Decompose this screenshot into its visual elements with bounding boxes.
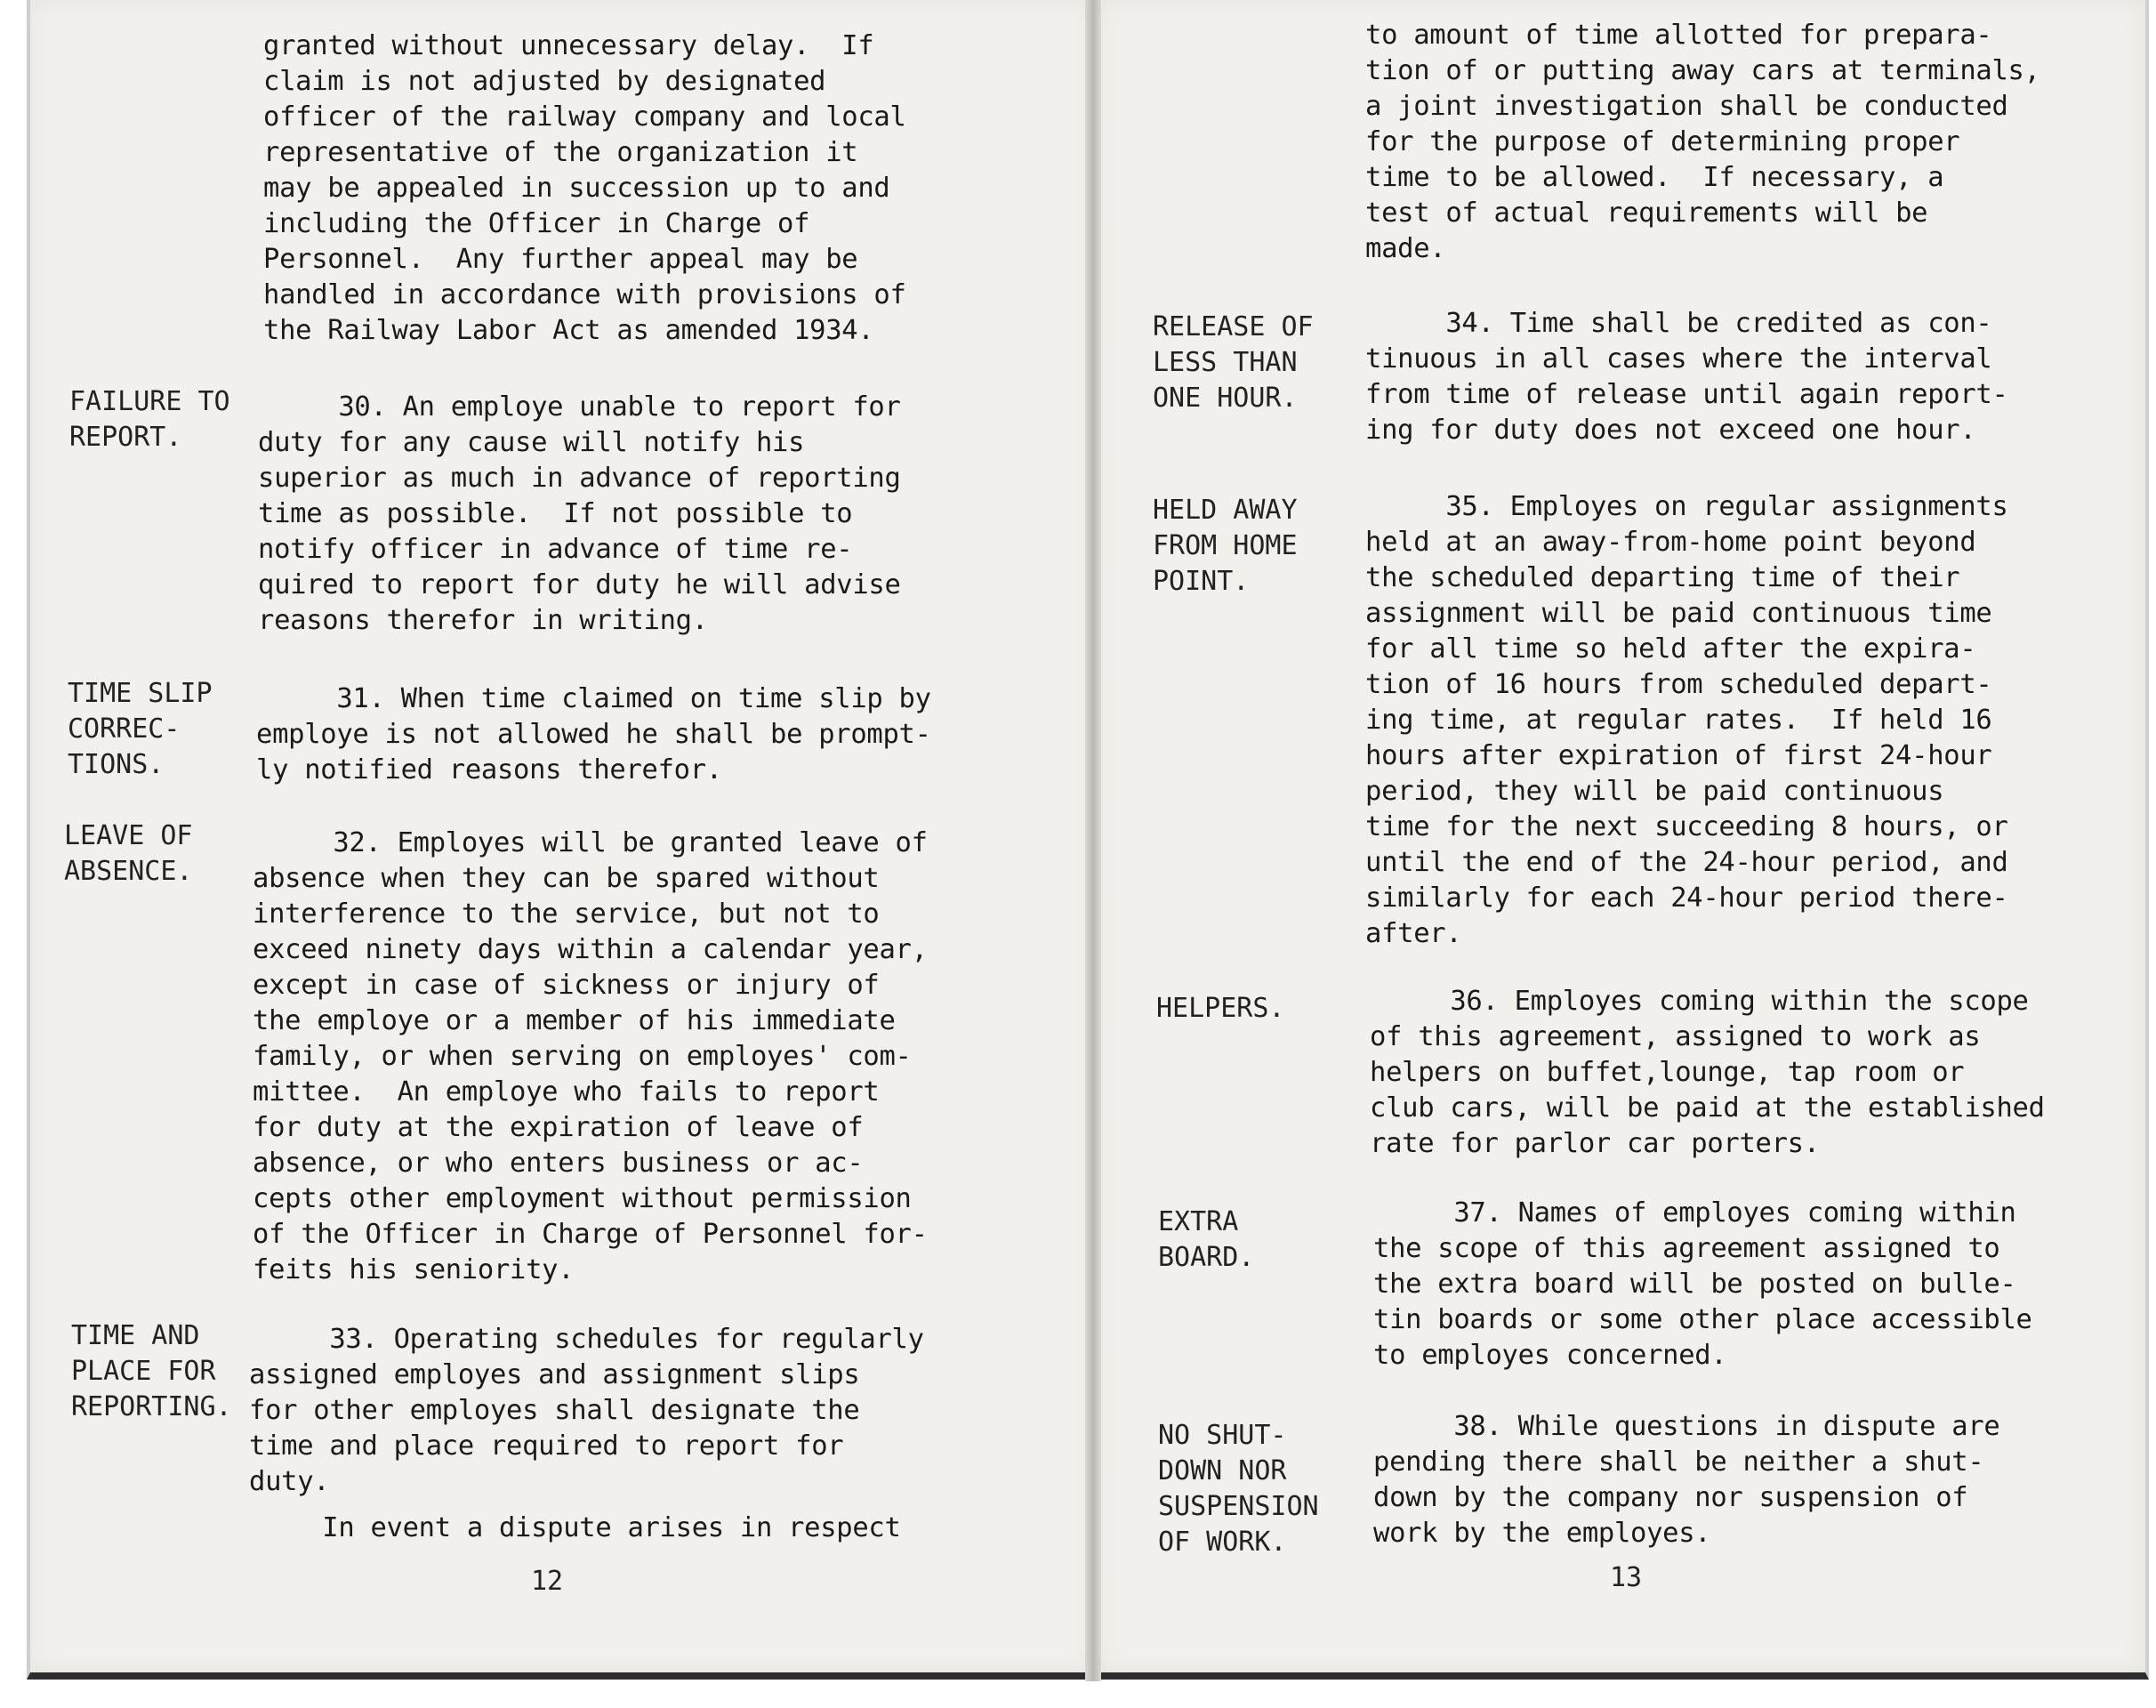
section-31-label: TIME SLIP CORREC- TIONS. (68, 678, 213, 780)
section-34-text: 34. Time shall be credited as con- tinuous in all cases where the interval from time of release until again report- ing for duty does not exceed one hour. (1365, 308, 2008, 446)
section-35-label: HELD AWAY FROM HOME POINT. (1153, 495, 1298, 597)
section-30-text: 30. An employe unable to report for duty for any cause will notify his superior as much in advance of reporting time as possible. If not possible to notify officer in advance of time re- quired to report for duty he will advise reasons therefor in writing. (258, 391, 901, 636)
section-36-text: 36. Employes coming within the scope of this agreement, assigned to work as helpers on buffet,lounge, tap room or club cars, will be paid at the established rate for parlor car porters. (1370, 986, 2045, 1159)
booklet-spine (1085, 0, 1101, 1681)
left-page-number: 12 (531, 1566, 564, 1597)
section-34-label: RELEASE OF LESS THAN ONE HOUR. (1153, 311, 1314, 414)
left-trailing-text: In event a dispute arises in respect (258, 1512, 901, 1543)
right-continuation-text: to amount of time allotted for prepara- tion of or putting away cars at terminals, a joint investigation shall be conducted for the purpose of determining proper time to be allowed. If necessary, a test of actual requirements will be made. (1365, 20, 2040, 264)
section-37-text: 37. Names of employes coming within the scope of this agreement assigned to the extra board will be posted on bulle- tin boards or some other place accessible to employes concerned. (1373, 1197, 2032, 1371)
section-30-label: FAILURE TO REPORT. (69, 386, 230, 453)
section-35-text: 35. Employes on regular assignments held at an away-from-home point beyond the scheduled departing time of their assignment will be paid continuous time for all time so held after the expira- tion of 16 hours from scheduled depart- ing time, at regular rates. If held 16 hours after expiration of first 24-hour period, they will be paid continuous time for the next succeeding 8 hours, or until the end of the 24-hour period, and similarly for each 24-hour period there- after. (1365, 491, 2008, 949)
section-32-text: 32. Employes will be granted leave of absence when they can be spared without interference to the service, but not to exceed ninety days within a calendar year, except in case of sickness or injury of the employe or a member of his immediate family, or when serving on employes' com- mittee. An employe who fails to report for duty at the expiration of leave of absence, or who enters business or ac- cepts other employment without permission of the Officer in Charge of Personnel for- feits his seniority. (253, 827, 928, 1285)
section-38-label: NO SHUT- DOWN NOR SUSPENSION OF WORK. (1158, 1420, 1319, 1558)
section-37-label: EXTRA BOARD. (1158, 1206, 1255, 1273)
section-33-text: 33. Operating schedules for regularly assigned employes and assignment slips for other employes shall designate the time and place required to report for duty. (249, 1324, 924, 1497)
right-page-number: 13 (1610, 1562, 1643, 1593)
section-36-label: HELPERS. (1156, 993, 1285, 1024)
section-32-label: LEAVE OF ABSENCE. (64, 820, 193, 887)
section-31-text: 31. When time claimed on time slip by employe is not allowed he shall be prompt- ly notified reasons therefor. (256, 683, 931, 786)
left-continuation-text: granted without unnecessary delay. If claim is not adjusted by designated officer of the railway company and local representative of the organization it may be appealed in succession up to and including the Officer in Charge of Personnel. Any further appeal may be handled in accordance with provisions of the Railway Labor Act as amended 1934. (263, 30, 906, 346)
section-38-text: 38. While questions in dispute are pending there shall be neither a shut- down by the company nor suspension of work by the employes. (1373, 1411, 2000, 1549)
section-33-label: TIME AND PLACE FOR REPORTING. (71, 1320, 232, 1422)
